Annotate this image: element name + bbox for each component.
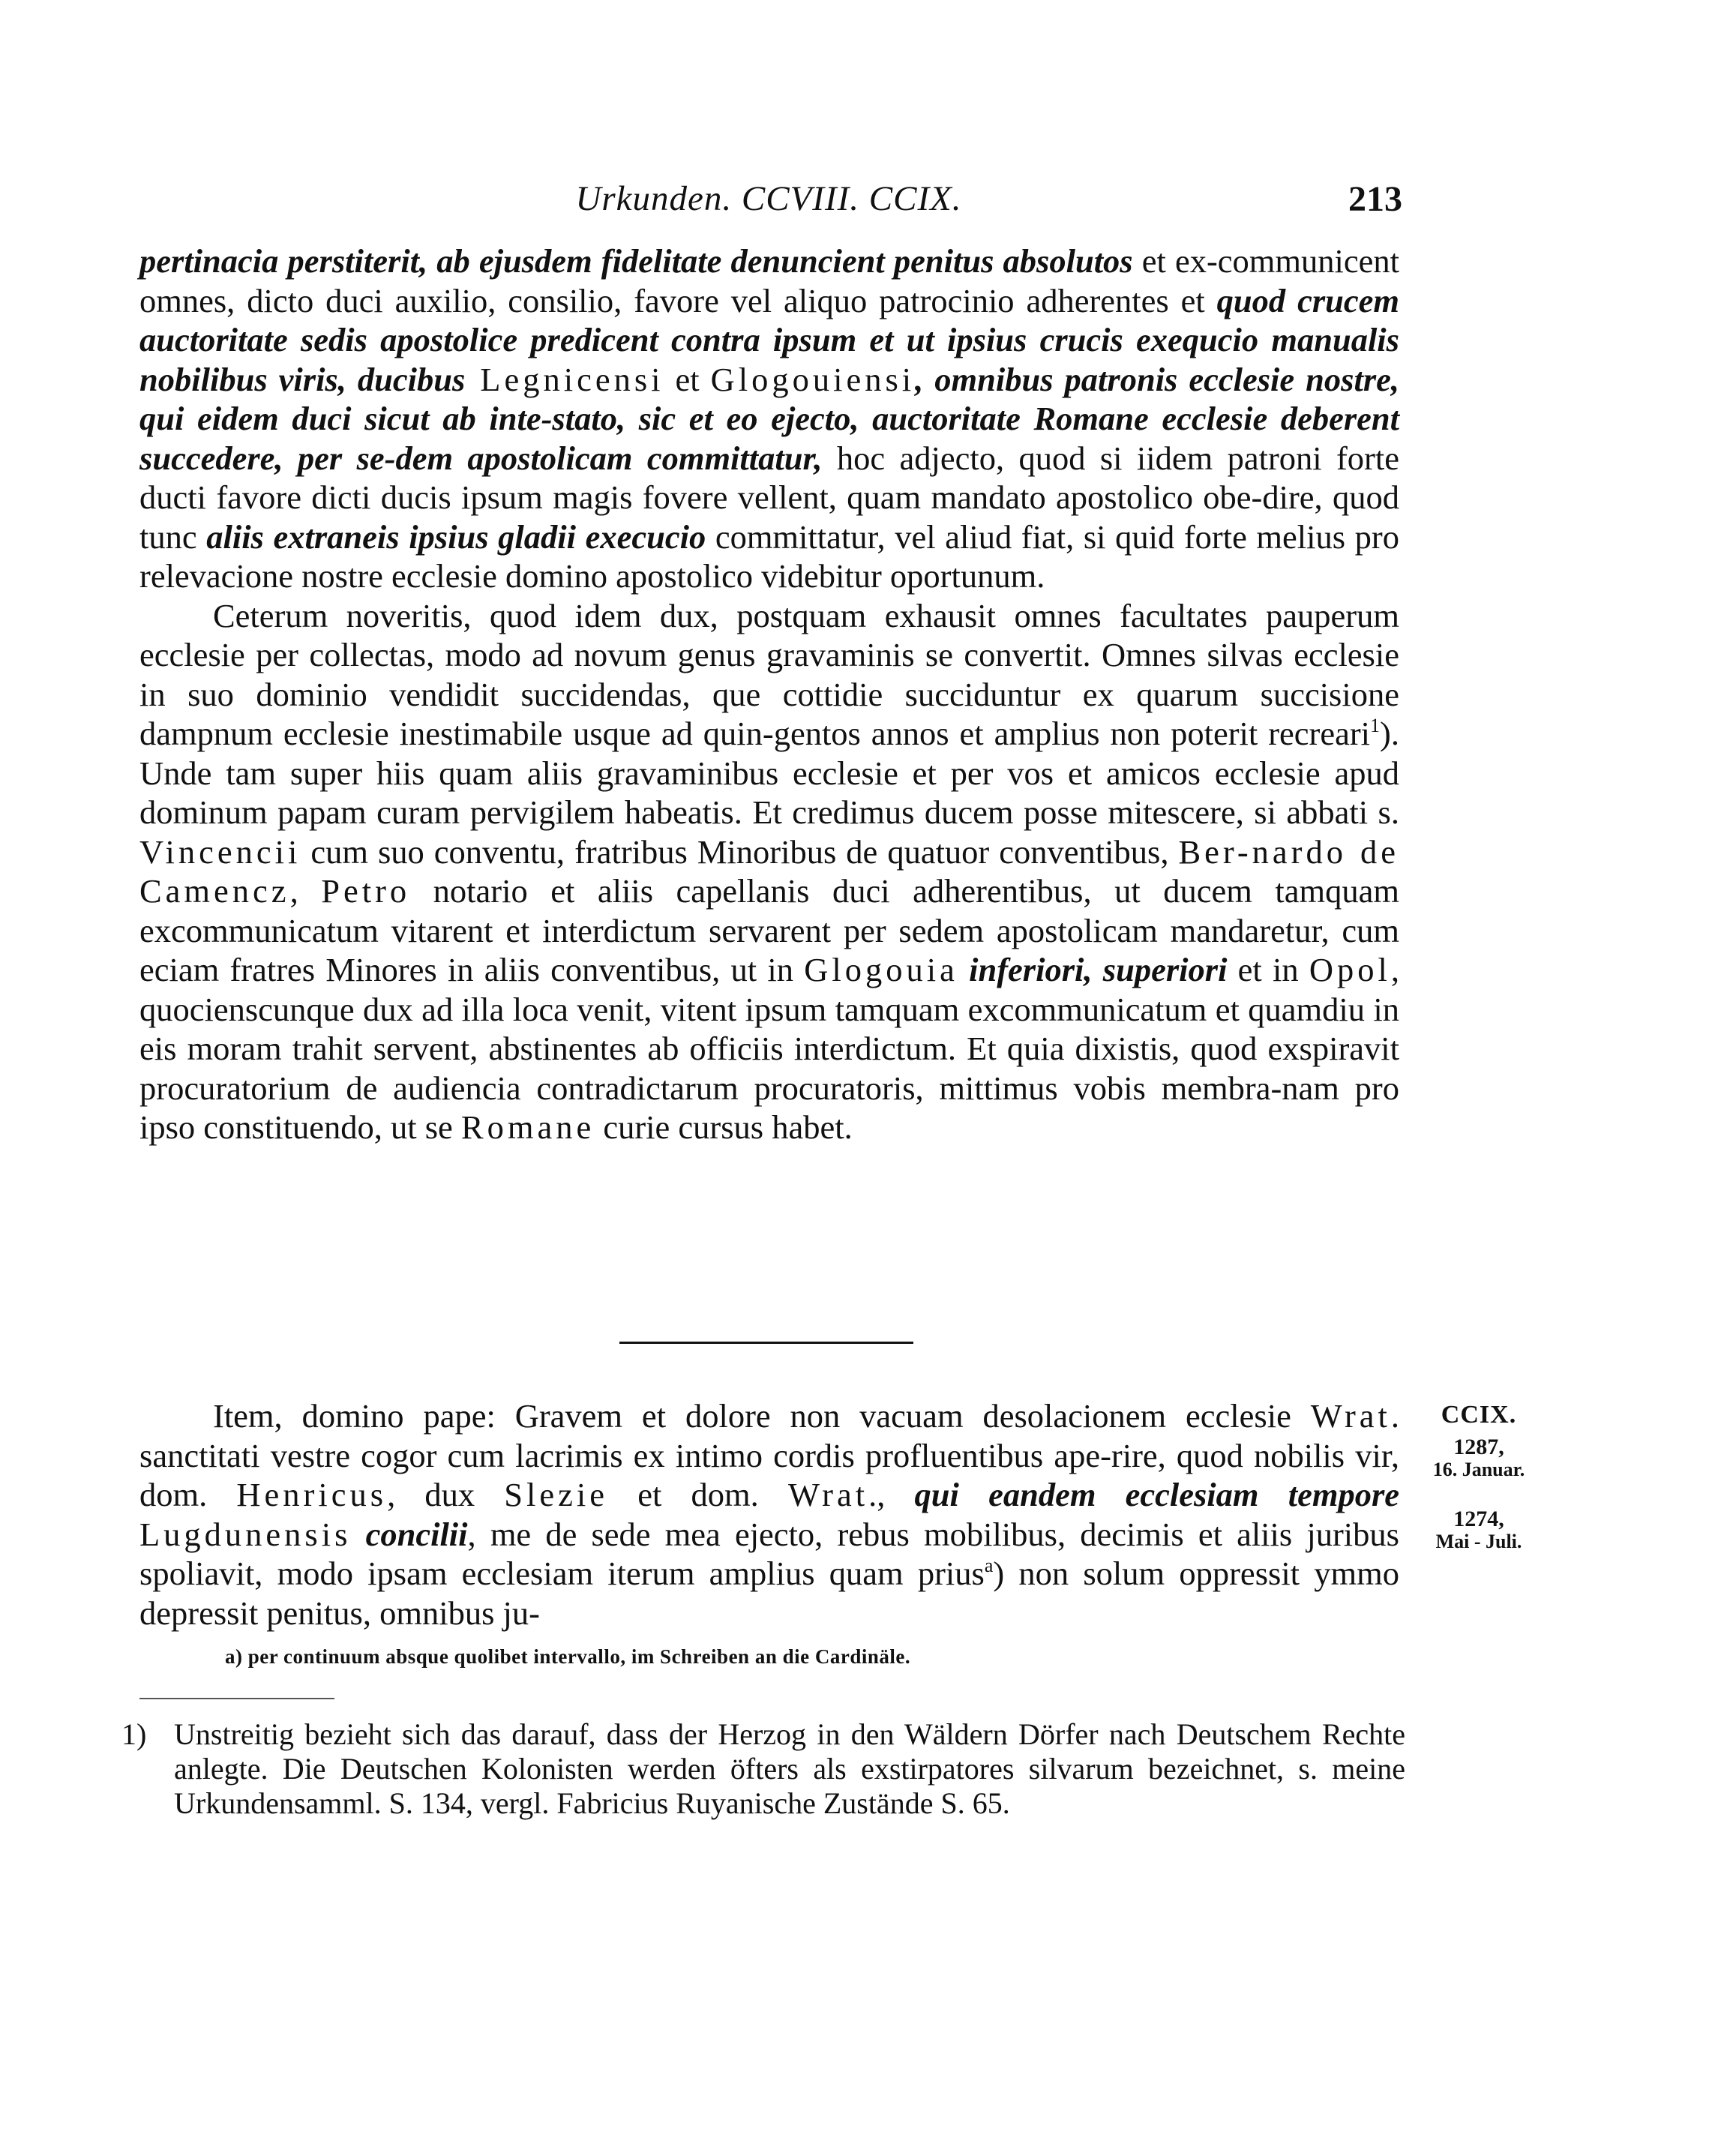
running-header: [135, 178, 1402, 223]
place-name: Romane: [460, 1108, 595, 1146]
person-name: Ber-nardo de Camencz: [139, 832, 1399, 910]
section-divider: [619, 1342, 913, 1344]
editorial-note: a) per continuum absque quolibet intervallo, im Schreiben an die Cardinäle.: [225, 1645, 911, 1668]
paragraph-item: Item, domino pape: Gravem et dolore non vacuam desolacionem ecclesie Wrat. sanctitati vestre cogor cum lacrimis ex intimo cordis profluentibus ape-rire, quod nobilis vir, dom. Henricus, dux Slezie et dom. Wrat., qui eandem ecclesiam tempore Lugdunensis concilii, me de sede mea ejecto, rebus mobilibus, decimis et aliis juribus spoliavit, modo ipsam ecclesiam iterum amplius quam prius$^a$) non solum oppressit ymmo depressit penitus, omnibus ju-: [139, 1397, 1400, 1632]
footnote: [121, 1717, 1405, 1821]
place-name: Opol: [1309, 951, 1391, 988]
document-ccix-body: [139, 1396, 1399, 1633]
place-name: Glogouiensi: [710, 360, 916, 398]
footnote-text: Unstreitig bezieht sich das darauf, dass der Herzog in den Wäldern Dörfer nach Deutschem Rechte anlegte. Die Deutschen Kolonisten werden öfters als exstirpatores silvarum bezeichnet, s. meine Urkundensamml. S. 134, vergl. Fabricius Ruyanische Zustände S. 65.: [174, 1717, 1405, 1820]
footnote-divider: [139, 1698, 334, 1699]
note-reference: a: [984, 1555, 994, 1576]
person-name: Henricus: [236, 1476, 388, 1513]
paragraph-continuation: pertinacia perstiterit, ab ejusdem fidelitate denuncient penitus absolutos et ex-communicent omnes, dicto duci auxilio, consilio, favore vel aliquo patrocinio adherentes et quod crucem auctoritate sedis apostolice predicent contra ipsum et ut ipsius crucis exequcio manualis nobilibus viris, ducibus Legnicensi et Glogouiensi, omnibus patronis ecclesie nostre, qui eidem duci sicut ab inte-stato, sic et eo ejecto, auctoritate Romane ecclesie deberent succedere, per se-dem apostolicam committatur, hoc adjecto, quod si iidem patroni forte ducti favore dicti ducis ipsum magis fovere vellent, quam mandato apostolico obe-dire, quod tunc aliis extraneis ipsius gladii execucio committatur, vel aliud fiat, si quid forte melius pro relevacione nostre ecclesie domino apostolico videbitur oportunum.: [139, 242, 1400, 595]
footnote-reference: 1: [1370, 715, 1381, 736]
page-number: 213: [1348, 179, 1402, 219]
document-ccviii-body: [139, 241, 1399, 1147]
place-name: Wrat: [1310, 1397, 1391, 1435]
place-name: Wrat: [787, 1476, 869, 1513]
place-name: Lugdunensis: [139, 1515, 352, 1553]
place-name: Legnicensi: [465, 360, 664, 398]
place-name: Vincencii: [139, 832, 301, 871]
person-name: Petro: [321, 872, 411, 910]
place-name: Slezie: [504, 1476, 609, 1513]
footnote-mark: 1): [121, 1717, 147, 1751]
margin-date-1274: 1274, Mai - Juli.: [1435, 1507, 1522, 1552]
running-title: Urkunden. CCVIII. CCIX.: [575, 179, 962, 218]
place-name: Glogouia: [804, 951, 958, 988]
margin-document-number: CCIX.: [1441, 1401, 1517, 1429]
paragraph-ceterum: Ceterum noveritis, quod idem dux, postquam exhausit omnes facultates pauperum ecclesie per collectas, modo ad novum genus gravaminis se convertit. Omnes silvas ecclesie in suo dominio vendidit succidendas, que cottidie succiduntur ex quarum succisione dampnum ecclesie inestimabile usque ad quin-gentos annos et amplius non poterit recreari$^1$). Unde tam super hiis quam aliis gravaminibus ecclesie et per vos et amicos ecclesie apud dominum papam curam pervigilem habeatis. Et credimus ducem posse mitescere, si abbati s. Vincencii cum suo conventu, fratribus Minoribus de quatuor conventibus, Ber-nardo de Camencz, Petro notario et aliis capellanis duci adherentibus, ut ducem tamquam excommunicatum vitarent et interdictum servarent per sedem apostolicam mandaretur, cum eciam fratres Minores in aliis conventibus, ut in Glogouia inferiori, superiori et in Opol, quocienscunque dux ad illa loca venit, vitent ipsum tamquam excommunicatum et quamdiu in eis moram trahit servent, abstinentes ab officiis interdictum. Et quia dixistis, quod exspiravit procuratorium de audiencia contradictarum procuratoris, mittimus vobis membra-nam pro ipso constituendo, ut se Romane curie cursus habet.: [139, 596, 1400, 1146]
margin-date-1287: 1287, 16. Januar.: [1432, 1435, 1525, 1480]
